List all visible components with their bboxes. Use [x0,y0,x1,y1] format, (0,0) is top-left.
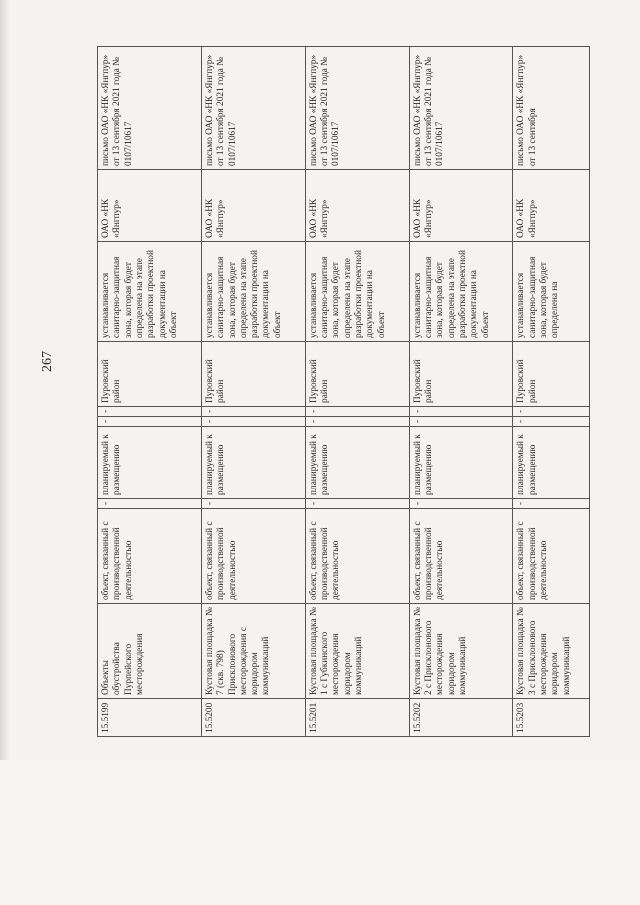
dash-text: - [204,409,215,413]
basis-text: письмо ОАО «НК «Янгпур» от 13 сентября 2021 года № 0107/10617 [412,54,446,166]
district-text: Пуровский район [308,359,331,403]
zone-cell [513,242,590,342]
row-number-text: 15.5201 [308,702,319,733]
zone-text: устанавливается санитарно-защитная зона, которая будет определена на этапе разработки проектной документации на объект [204,250,283,338]
district-cell [305,342,409,407]
dash-text: - [308,501,319,505]
dash-cell [409,417,513,427]
zone-cell [409,242,513,342]
dash-text: - [308,419,319,423]
table-body [98,47,590,737]
district-text: Пуровский район [412,359,434,403]
object-name-cell [513,604,590,699]
status-cell [409,427,513,499]
table-row [201,47,305,737]
dash-text: - [101,419,111,423]
dash-cell [98,499,202,509]
organization-cell [98,170,202,242]
dash-cell [201,407,305,417]
dash-cell [305,417,409,427]
zone-cell [98,242,202,342]
dash-cell [98,407,202,417]
organization-cell [409,170,513,242]
object-type-cell [305,509,409,604]
row-number-text: 15.5202 [412,702,423,733]
district-cell [98,342,202,407]
district-cell [409,342,513,407]
organization-cell [513,170,590,242]
status-text: планируемый к размещению [204,434,227,495]
rotated-table-container [97,47,590,737]
dash-cell [201,417,305,427]
object-name-text: Кустовая площадка № 1 с Губкинского месторождения коридором коммуникаций [308,607,364,695]
district-text: Пуровский район [204,359,227,403]
basis-cell [409,47,513,170]
row-number-text: 15.5200 [204,702,215,733]
zone-text: устанавливается санитарно-защитная зона, которая будет определена на этапе разработки проектной документации на объект [101,250,179,338]
row-number-cell [409,699,513,737]
status-text: планируемый к размещению [412,434,434,495]
basis-text: письмо ОАО «НК «Янгпур» от 13 сентября 2021 года № 0107/10617 [204,54,238,166]
object-type-cell [98,509,202,604]
dash-text: - [308,409,319,413]
row-number-cell [305,699,409,737]
status-text: планируемый к размещению [308,434,331,495]
dash-cell [513,417,590,427]
object-name-cell [201,604,305,699]
dash-cell [201,499,305,509]
basis-text: письмо ОАО «НК «Янгпур» от 13 сентября 2021 года № 0107/10617 [308,54,342,166]
object-name-text: Кустовая площадка № 2 с Присклонового месторождения коридором коммуникаций [412,607,468,695]
dash-text: - [412,419,423,423]
dash-text: - [101,501,111,505]
object-name-cell [98,604,202,699]
object-type-cell [513,509,590,604]
basis-cell [98,47,202,170]
table-row [409,47,513,737]
dash-cell [305,407,409,417]
dash-cell [409,499,513,509]
dash-text: - [204,419,215,423]
dash-text: - [101,409,111,413]
object-type-cell [201,509,305,604]
dash-text: - [516,419,527,423]
zone-text: устанавливается санитарно-защитная зона, которая будет определена на этапе разработки проектной документации на объект [412,250,491,338]
object-name-text: Объекты обустройства Пурпейского месторождения [101,633,145,695]
organization-text: ОАО «НК «Янгпур» [204,198,227,238]
table-row [305,47,409,737]
organization-cell [201,170,305,242]
district-text: Пуровский район [101,359,123,403]
row-number-cell [201,699,305,737]
dash-cell [305,499,409,509]
zone-text: устанавливается санитарно-защитная зона, которая будет определена на этапе разработки проектной документации на объект [308,250,387,338]
dash-cell [513,407,590,417]
status-text: планируемый к размещению [516,434,538,495]
basis-text: письмо ОАО «НК «Янгпур» от 13 сентября [516,54,538,166]
dash-cell [513,499,590,509]
basis-cell [513,47,590,170]
row-number-text: 15.5203 [516,702,527,733]
organization-cell [305,170,409,242]
zone-cell [201,242,305,342]
district-cell [513,342,590,407]
basis-cell [305,47,409,170]
table-row [98,47,202,737]
organization-text: ОАО «НК «Янгпур» [412,198,434,238]
object-type-text: объект, связанный с производственной деятельностью [516,521,550,600]
district-cell [201,342,305,407]
object-type-cell [409,509,513,604]
organization-text: ОАО «НК «Янгпур» [308,198,331,238]
status-cell [513,427,590,499]
organization-text: ОАО «НК «Янгпур» [516,198,538,238]
dash-cell [409,407,513,417]
row-number-text: 15.5199 [101,702,111,733]
status-cell [305,427,409,499]
object-name-cell [409,604,513,699]
dash-text: - [516,409,527,413]
status-cell [201,427,305,499]
object-type-text: объект, связанный с производственной деятельностью [101,521,134,600]
row-number-cell [513,699,590,737]
dash-text: - [412,501,423,505]
zone-text: устанавливается санитарно-защитная зона, которая будет определена на [516,256,561,338]
basis-cell [201,47,305,170]
object-type-text: объект, связанный с производственной деятельностью [308,521,342,600]
dash-text: - [516,501,527,505]
object-name-text: Кустовая площадка № 3 с Присклонового месторождения коридором коммуникаций [516,607,572,695]
object-name-cell [305,604,409,699]
basis-text: письмо ОАО «НК «Янгпур» от 13 сентября 2021 года № 0107/10617 [101,54,134,166]
dash-text: - [412,409,423,413]
table-row [513,47,590,737]
object-name-text: Кустовая площадка № 7 (скв. 798) Присклонового месторождения с коридором коммуникаций [204,607,272,695]
object-type-text: объект, связанный с производственной деятельностью [412,521,446,600]
page-number: 267 [40,351,55,372]
zone-cell [305,242,409,342]
row-number-cell [98,699,202,737]
organization-text: ОАО «НК «Янгпур» [101,198,123,238]
object-type-text: объект, связанный с производственной деятельностью [204,521,238,600]
district-text: Пуровский район [516,359,538,403]
objects-table [97,46,590,737]
dash-text: - [204,501,215,505]
blank-margin [0,760,640,905]
status-cell [98,427,202,499]
status-text: планируемый к размещению [101,434,123,495]
dash-cell [98,417,202,427]
